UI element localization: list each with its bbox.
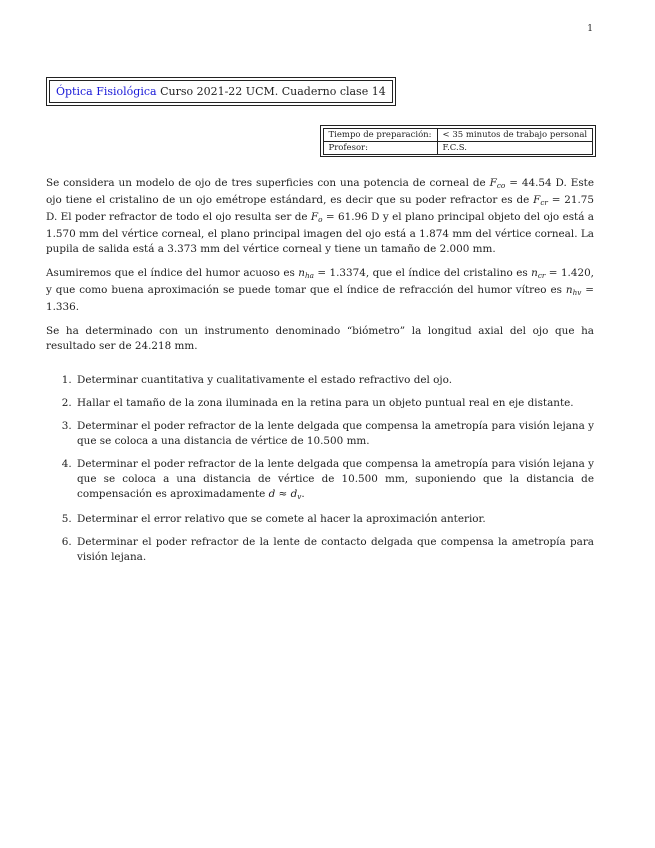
info-label: Tiempo de preparación: — [323, 128, 437, 141]
question-list — [46, 373, 594, 565]
paragraph-eye-model: Se considera un modelo de ojo de tres superficies con una potencia de corneal de $F_{co} = 44.54$ D. Este ojo tiene el cristalino de un ojo emétrope estándard, es decir que su poder refractor es de $F_{cr} = 21.75$ D. El poder refractor de todo el ojo resulta ser de $F_o = 61.96$ D y el plano principal objeto del ojo está a 1.570 mm del vértice corneal, el plano principal imagen del ojo está a 1.874 mm del vértice corneal. La pupila de salida está a 3.373 mm del vértice corneal y tiene un tamaño de 2.000 mm. — [46, 177, 595, 255]
question-item: 6. Determinar el poder refractor de la lente de contacto delgada que compensa la ametropía para visión lejana. — [75, 535, 594, 565]
info-label: Profesor: — [323, 141, 437, 154]
header-subtitle: Curso 2021-22 UCM. Cuaderno clase 14 — [156, 85, 386, 98]
info-row-preparation — [323, 128, 593, 141]
question-item: 3. Determinar el poder refractor de la lente delgada que compensa la ametropía para visión lejana y que se coloca a una distancia de vértice de 10.500 mm. — [75, 419, 594, 449]
question-item: 2. Hallar el tamaño de la zona iluminada en la retina para un objeto puntual real en eje distante. — [75, 396, 594, 411]
question-item: 1. Determinar cuantitativa y cualitativamente el estado refractivo del ojo. — [75, 373, 594, 388]
info-value: F.C.S. — [437, 141, 593, 154]
header-title — [49, 80, 393, 103]
page-number: 1 — [587, 24, 593, 34]
question-item: 4. Determinar el poder refractor de la lente delgada que compensa la ametropía para visión lejana y que se coloca a una distancia de vértice de 10.500 mm, suponiendo que la distancia de compensación es aproximadamente $d \approx d_v$. — [75, 457, 594, 504]
course-link[interactable]: Óptica Fisiológica — [56, 85, 157, 98]
paragraph-indices: Asumiremos que el índice del humor acuoso es $n_{ha} = 1.3374$, que el índice del cristalino es $n_{cr} = 1.420$, y que como buena aproximación se puede tomar que el índice de refracción del humor vítreo es $n_{hv} = 1.336$. — [46, 267, 594, 313]
info-table — [320, 125, 596, 157]
info-value: < 35 minutos de trabajo personal — [437, 128, 593, 141]
problem-statement — [46, 176, 594, 573]
info-row-professor — [323, 141, 593, 154]
question-item: 5. Determinar el error relativo que se comete al hacer la aproximación anterior. — [75, 512, 594, 527]
header-box — [46, 77, 396, 106]
paragraph-axial-length: Se ha determinado con un instrumento denominado “biómetro” la longitud axial del ojo que ha resultado ser de 24.218 mm. — [46, 325, 594, 352]
